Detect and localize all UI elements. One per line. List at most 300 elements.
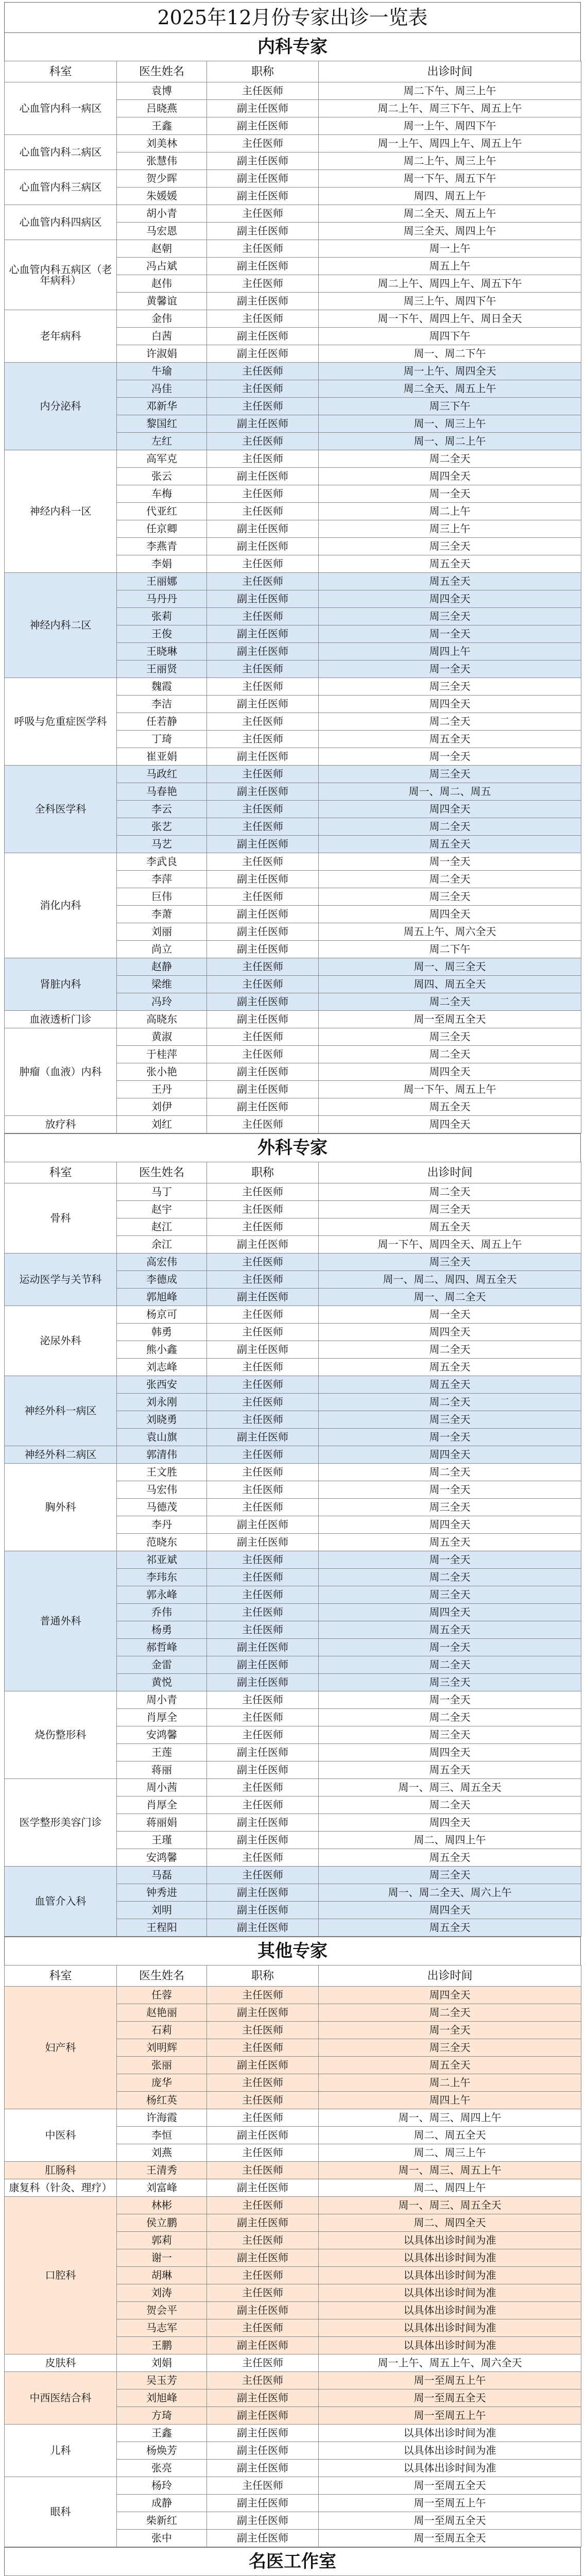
title-cell: 副主任医师: [207, 1098, 319, 1116]
department-cell: 神经内科一区: [5, 450, 117, 573]
title-cell: 主任医师: [207, 275, 319, 293]
title-cell: 主任医师: [207, 1253, 319, 1271]
doctor-name-cell: 马丹丹: [117, 590, 207, 608]
table-row: [5, 310, 581, 328]
schedule-time-cell: 周一全天: [319, 625, 581, 643]
title-cell: 副主任医师: [207, 1919, 319, 1937]
doctor-name-cell: 黄淑: [117, 1028, 207, 1046]
doctor-name-cell: 李萧: [117, 906, 207, 923]
schedule-time-cell: 周一至周五上午: [319, 2495, 581, 2512]
table-row: [5, 2162, 581, 2179]
department-cell: 康复科（针灸、理疗）: [5, 2179, 117, 2197]
title-cell: 副主任医师: [207, 2512, 319, 2530]
doctor-name-cell: 祁亚斌: [117, 1551, 207, 1569]
title-cell: 主任医师: [207, 2092, 319, 2109]
schedule-time-cell: 周二上午: [319, 503, 581, 520]
schedule-time-cell: 周一全天: [319, 1691, 581, 1709]
doctor-name-cell: 袁山旗: [117, 1429, 207, 1446]
department-cell: 肿瘤（血液）内科: [5, 1028, 117, 1116]
schedule-time-cell: 周一至周五全天: [319, 2530, 581, 2547]
title-cell: 副主任医师: [207, 2442, 319, 2460]
title-cell: 主任医师: [207, 2372, 319, 2389]
title-cell: 主任医师: [207, 135, 319, 152]
title-cell: 主任医师: [207, 2074, 319, 2092]
doctor-name-cell: 肖厚全: [117, 1797, 207, 1814]
column-header: 科室: [5, 1965, 117, 1987]
table-row: [5, 450, 581, 468]
table-row: [5, 82, 581, 100]
column-header: 出诊时间: [319, 1965, 581, 1987]
schedule-time-cell: 周二上午、周三上午: [319, 152, 581, 170]
schedule-time-cell: 周二全天、周五上午: [319, 205, 581, 223]
table-header-row: [5, 1965, 581, 1987]
schedule-time-cell: 周一全天: [319, 1306, 581, 1324]
title-cell: 副主任医师: [207, 328, 319, 345]
department-cell: 全科医学科: [5, 766, 117, 853]
schedule-time-cell: 周二全天: [319, 2004, 581, 2022]
department-cell: 皮肤科: [5, 2354, 117, 2372]
title-cell: 主任医师: [207, 1324, 319, 1341]
schedule-time-cell: 周四全天: [319, 590, 581, 608]
title-cell: 主任医师: [207, 1691, 319, 1709]
department-cell: 骨科: [5, 1183, 117, 1253]
title-cell: 副主任医师: [207, 836, 319, 853]
department-cell: 心血管内科二病区: [5, 135, 117, 170]
title-cell: 主任医师: [207, 450, 319, 468]
section-title: 内科专家: [4, 32, 581, 61]
department-cell: 医学整形美容门诊: [5, 1779, 117, 1867]
title-cell: 主任医师: [207, 1376, 319, 1394]
doctor-name-cell: 崔亚娟: [117, 748, 207, 766]
doctor-name-cell: 赵伟: [117, 275, 207, 293]
doctor-name-cell: 侯立鹏: [117, 2214, 207, 2232]
table-row: [5, 1987, 581, 2004]
title-cell: 副主任医师: [207, 625, 319, 643]
column-header: 科室: [5, 61, 117, 82]
table-row: [5, 1028, 581, 1046]
doctor-name-cell: 肖厚全: [117, 1709, 207, 1726]
schedule-time-cell: 周五全天: [319, 731, 581, 748]
title-cell: 副主任医师: [207, 2179, 319, 2197]
table-row: [5, 1446, 581, 1464]
department-cell: 胸外科: [5, 1464, 117, 1551]
schedule-time-cell: 周三全天: [319, 608, 581, 625]
schedule-time-cell: 周四全天: [319, 1604, 581, 1621]
schedule-time-cell: 周一至周五上午: [319, 2407, 581, 2425]
schedule-time-cell: 周五全天: [319, 1359, 581, 1376]
title-cell: 副主任医师: [207, 783, 319, 801]
doctor-name-cell: 杨勇: [117, 1621, 207, 1639]
schedule-time-cell: 以具体出诊时间为准: [319, 2232, 581, 2249]
schedule-time-cell: 周一、周三、周五全天: [319, 2197, 581, 2214]
doctor-name-cell: 马丁: [117, 1183, 207, 1201]
doctor-name-cell: 梁维: [117, 976, 207, 993]
doctor-name-cell: 石莉: [117, 2022, 207, 2039]
title-cell: 副主任医师: [207, 1429, 319, 1446]
title-cell: 副主任医师: [207, 590, 319, 608]
schedule-time-cell: 周二全天: [319, 993, 581, 1011]
doctor-name-cell: 杨京可: [117, 1306, 207, 1324]
title-cell: 副主任医师: [207, 2004, 319, 2022]
schedule-time-cell: 周一至周五全天: [319, 2389, 581, 2407]
schedule-time-cell: 周一、周二、周四、周五全天: [319, 1271, 581, 1289]
schedule-time-cell: 周三全天: [319, 1411, 581, 1429]
schedule-time-cell: 周二、周四上午: [319, 1832, 581, 1849]
title-cell: 副主任医师: [207, 1341, 319, 1359]
title-cell: 主任医师: [207, 1867, 319, 1884]
department-cell: 眼科: [5, 2477, 117, 2547]
title-cell: 副主任医师: [207, 188, 319, 205]
title-cell: 主任医师: [207, 2197, 319, 2214]
doctor-name-cell: 刘娟: [117, 2354, 207, 2372]
schedule-time-cell: 周五上午: [319, 258, 581, 275]
schedule-time-cell: 周五全天: [319, 1376, 581, 1394]
title-cell: 主任医师: [207, 1726, 319, 1744]
doctor-name-cell: 刘明: [117, 1902, 207, 1919]
schedule-time-cell: 周五全天: [319, 1761, 581, 1779]
department-cell: 心血管内科五病区（老年病科）: [5, 240, 117, 310]
title-cell: 主任医师: [207, 240, 319, 258]
doctor-name-cell: 王鹏: [117, 2337, 207, 2354]
doctor-name-cell: 张丽: [117, 2057, 207, 2074]
schedule-time-cell: 周五全天: [319, 1534, 581, 1551]
doctor-name-cell: 任若静: [117, 713, 207, 731]
doctor-name-cell: 李萍: [117, 871, 207, 888]
department-cell: 心血管内科四病区: [5, 205, 117, 240]
column-header: 职称: [207, 1162, 319, 1183]
schedule-time-cell: 周一、周三上午: [319, 415, 581, 433]
doctor-name-cell: 郭莉: [117, 2232, 207, 2249]
title-cell: 主任医师: [207, 2162, 319, 2179]
schedule-time-cell: 周一至周五上午: [319, 2372, 581, 2389]
title-cell: 副主任医师: [207, 258, 319, 275]
doctor-name-cell: 黎国红: [117, 415, 207, 433]
department-cell: 普通外科: [5, 1551, 117, 1691]
doctor-name-cell: 刘燕: [117, 2144, 207, 2162]
table-row: [5, 2179, 581, 2197]
title-cell: 副主任医师: [207, 906, 319, 923]
schedule-time-cell: 周五全天: [319, 1098, 581, 1116]
title-cell: 主任医师: [207, 2354, 319, 2372]
table-row: [5, 1779, 581, 1797]
title-cell: 主任医师: [207, 1218, 319, 1236]
doctor-name-cell: 赵朝: [117, 240, 207, 258]
title-cell: 主任医师: [207, 1201, 319, 1218]
department-cell: 中西医结合科: [5, 2372, 117, 2425]
doctor-name-cell: 代亚红: [117, 503, 207, 520]
title-cell: 副主任医师: [207, 748, 319, 766]
title-cell: 副主任医师: [207, 2407, 319, 2425]
title-cell: 副主任医师: [207, 1236, 319, 1253]
doctor-name-cell: 朱媛媛: [117, 188, 207, 205]
table-row: [5, 2372, 581, 2389]
doctor-name-cell: 李玮东: [117, 1569, 207, 1586]
doctor-name-cell: 周小青: [117, 1691, 207, 1709]
title-cell: 副主任医师: [207, 2530, 319, 2547]
schedule-time-cell: 周四全天: [319, 906, 581, 923]
department-cell: 心血管内科三病区: [5, 170, 117, 205]
title-cell: 主任医师: [207, 1551, 319, 1569]
schedule-time-cell: 周四全天: [319, 1516, 581, 1534]
schedule-time-cell: 周二上午、周三下午、周五上午: [319, 100, 581, 117]
schedule-time-cell: 周二全天: [319, 1183, 581, 1201]
schedule-time-cell: 周一、周三、周四上午: [319, 2109, 581, 2127]
title-cell: 副主任医师: [207, 871, 319, 888]
doctor-name-cell: 范晓东: [117, 1534, 207, 1551]
schedule-time-cell: 周四全天: [319, 1324, 581, 1341]
doctor-name-cell: 刘红: [117, 1116, 207, 1133]
doctor-name-cell: 胡琳: [117, 2267, 207, 2284]
doctor-name-cell: 白茜: [117, 328, 207, 345]
table-row: [5, 1691, 581, 1709]
schedule-table: [4, 1162, 581, 1937]
doctor-name-cell: 张云: [117, 468, 207, 485]
doctor-name-cell: 刘永刚: [117, 1394, 207, 1411]
schedule-time-cell: 周一、周二、周五: [319, 783, 581, 801]
doctor-name-cell: 高宏伟: [117, 1253, 207, 1271]
schedule-time-cell: 以具体出诊时间为准: [319, 2460, 581, 2477]
title-cell: 副主任医师: [207, 1289, 319, 1306]
title-cell: 副主任医师: [207, 1063, 319, 1081]
schedule-time-cell: 周一至周五全天: [319, 2512, 581, 2530]
page-title: 2025年12月份专家出诊一览表: [4, 2, 581, 32]
title-cell: 副主任医师: [207, 293, 319, 310]
table-row: [5, 2425, 581, 2442]
table-row: [5, 2109, 581, 2127]
schedule-time-cell: 以具体出诊时间为准: [319, 2249, 581, 2267]
doctor-name-cell: 高晓东: [117, 1011, 207, 1028]
title-cell: 主任医师: [207, 1394, 319, 1411]
schedule-time-cell: 以具体出诊时间为准: [319, 2442, 581, 2460]
department-cell: 妇产科: [5, 1987, 117, 2109]
title-cell: 副主任医师: [207, 2460, 319, 2477]
schedule-time-cell: 以具体出诊时间为准: [319, 2267, 581, 2284]
schedule-time-cell: 周二全天: [319, 1797, 581, 1814]
schedule-time-cell: 周一全天: [319, 853, 581, 871]
section-title: 名医工作室: [4, 2547, 581, 2575]
schedule-time-cell: 周一、周二全天: [319, 1289, 581, 1306]
title-cell: 副主任医师: [207, 993, 319, 1011]
schedule-time-cell: 周二下午、周三上午: [319, 82, 581, 100]
title-cell: 主任医师: [207, 363, 319, 380]
schedule-time-cell: 以具体出诊时间为准: [319, 2337, 581, 2354]
doctor-name-cell: 张亮: [117, 2460, 207, 2477]
schedule-time-cell: 周一上午、周四上午、周五上午: [319, 135, 581, 152]
department-cell: 烧伤整形科: [5, 1691, 117, 1779]
doctor-name-cell: 袁博: [117, 82, 207, 100]
department-cell: 心血管内科一病区: [5, 82, 117, 135]
department-cell: 口腔科: [5, 2197, 117, 2354]
doctor-name-cell: 王鑫: [117, 2425, 207, 2442]
schedule-table: [4, 61, 581, 1133]
title-cell: 主任医师: [207, 1569, 319, 1586]
schedule-time-cell: 周二全天: [319, 1341, 581, 1359]
doctor-name-cell: 马宏恩: [117, 223, 207, 240]
title-cell: 主任医师: [207, 2267, 319, 2284]
title-cell: 主任医师: [207, 2109, 319, 2127]
schedule-time-cell: 周二全天、周五上午: [319, 380, 581, 398]
doctor-name-cell: 王丹: [117, 1081, 207, 1098]
doctor-name-cell: 林彬: [117, 2197, 207, 2214]
title-cell: 副主任医师: [207, 941, 319, 958]
doctor-name-cell: 李洁: [117, 696, 207, 713]
schedule-time-cell: 周二、周三上午: [319, 2144, 581, 2162]
schedule-time-cell: 周三全天、周四上午: [319, 223, 581, 240]
schedule-time-cell: 周一、周三、周五全天: [319, 1779, 581, 1797]
schedule-time-cell: 周一上午、周四下午: [319, 117, 581, 135]
schedule-time-cell: 周五上午、周六全天: [319, 923, 581, 941]
schedule-time-cell: 周一至周五全天: [319, 1011, 581, 1028]
department-cell: 放疗科: [5, 1116, 117, 1133]
title-cell: 主任医师: [207, 660, 319, 678]
title-cell: 主任医师: [207, 1779, 319, 1797]
doctor-name-cell: 张慧伟: [117, 152, 207, 170]
title-cell: 副主任医师: [207, 1081, 319, 1098]
title-cell: 副主任医师: [207, 2425, 319, 2442]
doctor-name-cell: 张中: [117, 2530, 207, 2547]
doctor-name-cell: 任京卿: [117, 520, 207, 538]
schedule-time-cell: 周二下午: [319, 941, 581, 958]
doctor-name-cell: 刘美林: [117, 135, 207, 152]
schedule-time-cell: 周二全天: [319, 871, 581, 888]
schedule-time-cell: 周一全天: [319, 1639, 581, 1656]
doctor-name-cell: 张小艳: [117, 1063, 207, 1081]
department-cell: 肛肠科: [5, 2162, 117, 2179]
schedule-time-cell: 周一上午、周五上午、周六全天: [319, 2354, 581, 2372]
table-row: [5, 2197, 581, 2214]
section-title: 其他专家: [4, 1937, 581, 1965]
doctor-name-cell: 车梅: [117, 485, 207, 503]
table-row: [5, 240, 581, 258]
title-cell: 主任医师: [207, 1359, 319, 1376]
doctor-name-cell: 马德茂: [117, 1499, 207, 1516]
doctor-name-cell: 安鸿馨: [117, 1849, 207, 1867]
doctor-name-cell: 熊小鑫: [117, 1341, 207, 1359]
title-cell: 主任医师: [207, 1464, 319, 1481]
doctor-name-cell: 赵江: [117, 1218, 207, 1236]
title-cell: 副主任医师: [207, 468, 319, 485]
doctor-name-cell: 杨红英: [117, 2092, 207, 2109]
doctor-name-cell: 马志军: [117, 2319, 207, 2337]
title-cell: 主任医师: [207, 1604, 319, 1621]
column-header: 科室: [5, 1162, 117, 1183]
schedule-time-cell: 周一、周二上午: [319, 433, 581, 450]
title-cell: 主任医师: [207, 398, 319, 415]
schedule-time-cell: 周一下午、周四上午、周日全天: [319, 310, 581, 328]
schedule-time-cell: 周三全天: [319, 1586, 581, 1604]
schedule-time-cell: 周二全天: [319, 713, 581, 731]
schedule-time-cell: 周一至周五全天: [319, 2477, 581, 2495]
doctor-name-cell: 谢一: [117, 2249, 207, 2267]
doctor-name-cell: 钟秀进: [117, 1884, 207, 1902]
schedule-time-cell: 周二全天: [319, 1656, 581, 1674]
title-cell: 主任医师: [207, 1306, 319, 1324]
schedule-time-cell: 周三上午: [319, 520, 581, 538]
schedule-time-cell: 周四全天: [319, 1902, 581, 1919]
schedule-time-cell: 周五全天: [319, 573, 581, 590]
doctor-name-cell: 李恒: [117, 2127, 207, 2144]
title-cell: 主任医师: [207, 678, 319, 696]
doctor-name-cell: 邓新华: [117, 398, 207, 415]
schedule-table: [4, 1965, 581, 2547]
doctor-name-cell: 韩勇: [117, 1324, 207, 1341]
department-cell: 血液透析门诊: [5, 1011, 117, 1028]
title-cell: 副主任医师: [207, 2127, 319, 2144]
doctor-name-cell: 刘富峰: [117, 2179, 207, 2197]
title-cell: 主任医师: [207, 1411, 319, 1429]
department-cell: 血管介入科: [5, 1867, 117, 1937]
title-cell: 副主任医师: [207, 1639, 319, 1656]
department-cell: 中医科: [5, 2109, 117, 2162]
doctor-name-cell: 尚立: [117, 941, 207, 958]
doctor-name-cell: 赵静: [117, 958, 207, 976]
title-cell: 副主任医师: [207, 2249, 319, 2267]
schedule-time-cell: 周二全天: [319, 1569, 581, 1586]
doctor-name-cell: 李娟: [117, 555, 207, 573]
title-cell: 副主任医师: [207, 520, 319, 538]
doctor-name-cell: 安鸿馨: [117, 1726, 207, 1744]
column-header: 医生姓名: [117, 61, 207, 82]
doctor-name-cell: 蒋丽娟: [117, 1814, 207, 1832]
doctor-name-cell: 左红: [117, 433, 207, 450]
schedule-time-cell: 周三全天: [319, 538, 581, 555]
title-cell: 主任医师: [207, 1481, 319, 1499]
title-cell: 主任医师: [207, 853, 319, 871]
schedule-time-cell: 周一下午、周五上午: [319, 1081, 581, 1098]
title-cell: 主任医师: [207, 555, 319, 573]
schedule-time-cell: 周二、周四全天: [319, 2214, 581, 2232]
title-cell: 主任医师: [207, 801, 319, 818]
table-row: [5, 1116, 581, 1133]
title-cell: 主任医师: [207, 1046, 319, 1063]
doctor-name-cell: 赵艳丽: [117, 2004, 207, 2022]
schedule-time-cell: 以具体出诊时间为准: [319, 2425, 581, 2442]
doctor-name-cell: 刘伊: [117, 1098, 207, 1116]
title-cell: 主任医师: [207, 503, 319, 520]
title-cell: 副主任医师: [207, 1674, 319, 1691]
schedule-time-cell: 以具体出诊时间为准: [319, 2284, 581, 2302]
title-cell: 副主任医师: [207, 345, 319, 363]
doctor-name-cell: 高军克: [117, 450, 207, 468]
title-cell: 主任医师: [207, 2022, 319, 2039]
doctor-name-cell: 马磊: [117, 1867, 207, 1884]
doctor-name-cell: 李丹: [117, 1516, 207, 1534]
title-cell: 副主任医师: [207, 2057, 319, 2074]
schedule-time-cell: 周三下午: [319, 398, 581, 415]
schedule-time-cell: 周三全天: [319, 888, 581, 906]
title-cell: 主任医师: [207, 888, 319, 906]
title-cell: 副主任医师: [207, 1656, 319, 1674]
schedule-time-cell: 周一全天: [319, 2022, 581, 2039]
schedule-time-cell: 周三全天: [319, 2039, 581, 2057]
doctor-name-cell: 冯占斌: [117, 258, 207, 275]
table-row: [5, 363, 581, 380]
table-row: [5, 170, 581, 188]
doctor-name-cell: 牛瑜: [117, 363, 207, 380]
column-header: 出诊时间: [319, 61, 581, 82]
title-cell: 副主任医师: [207, 170, 319, 188]
schedule-time-cell: 周三上午、周四下午: [319, 293, 581, 310]
schedule-time-cell: 周一、周二下午: [319, 345, 581, 363]
title-cell: 副主任医师: [207, 117, 319, 135]
title-cell: 主任医师: [207, 2477, 319, 2495]
doctor-name-cell: 贺会平: [117, 2302, 207, 2319]
schedule-time-cell: 周一全天: [319, 748, 581, 766]
schedule-time-cell: 周四全天: [319, 696, 581, 713]
title-cell: 副主任医师: [207, 1534, 319, 1551]
title-cell: 主任医师: [207, 2284, 319, 2302]
table-row: [5, 1464, 581, 1481]
